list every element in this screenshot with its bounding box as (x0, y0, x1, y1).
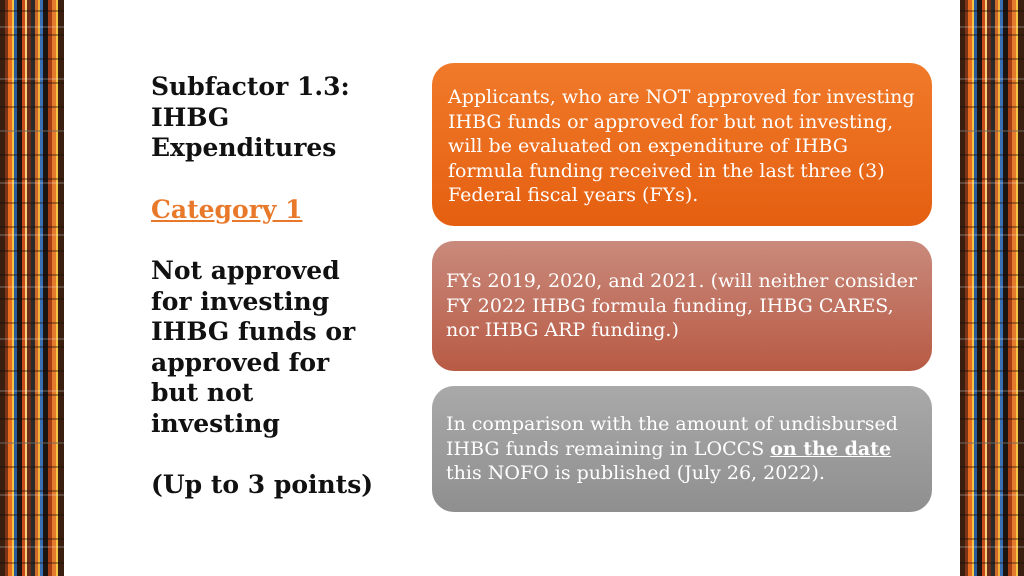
title-line: IHBG (151, 102, 230, 132)
description-line: Not approved (151, 256, 340, 285)
criteria-text: Applicants, who are NOT approved for investing IHBG funds or approved for but not investing, will be evaluated on expenditure of IHBG formula funding received in the last three (3) Federal fiscal years (FYs). (448, 86, 915, 206)
category-link[interactable]: Category 1 (151, 194, 303, 224)
description-line: approved for (151, 347, 330, 377)
emphasis-text: on the date (770, 437, 892, 460)
description-line: for investing (151, 286, 330, 316)
criteria-text-part: this NOFO is published (July 26, 2022). (446, 462, 825, 484)
criteria-text (446, 412, 918, 486)
title-line: Subfactor 1.3: (151, 72, 350, 101)
criteria-box-fiscal-years (432, 241, 932, 371)
title-line: Expenditures (151, 133, 337, 162)
points-label: (Up to 3 points) (151, 470, 374, 499)
criteria-text-part: In comparison with the amount of undisbursed IHBG funds remaining in LOCCS (446, 413, 898, 460)
criteria-box-comparison (432, 386, 932, 512)
description-line: IHBG funds or (151, 317, 356, 346)
subfactor-panel (151, 72, 391, 501)
criteria-text: FYs 2019, 2020, and 2021. (will neither consider FY 2022 IHBG formula funding, IHBG CARES, nor IHBG ARP funding.) (446, 270, 917, 341)
decorative-border-left (0, 0, 64, 576)
criteria-box-applicants (432, 63, 932, 226)
decorative-border-right (960, 0, 1024, 576)
description-line: investing (151, 408, 280, 438)
description-line: but not (151, 378, 254, 407)
